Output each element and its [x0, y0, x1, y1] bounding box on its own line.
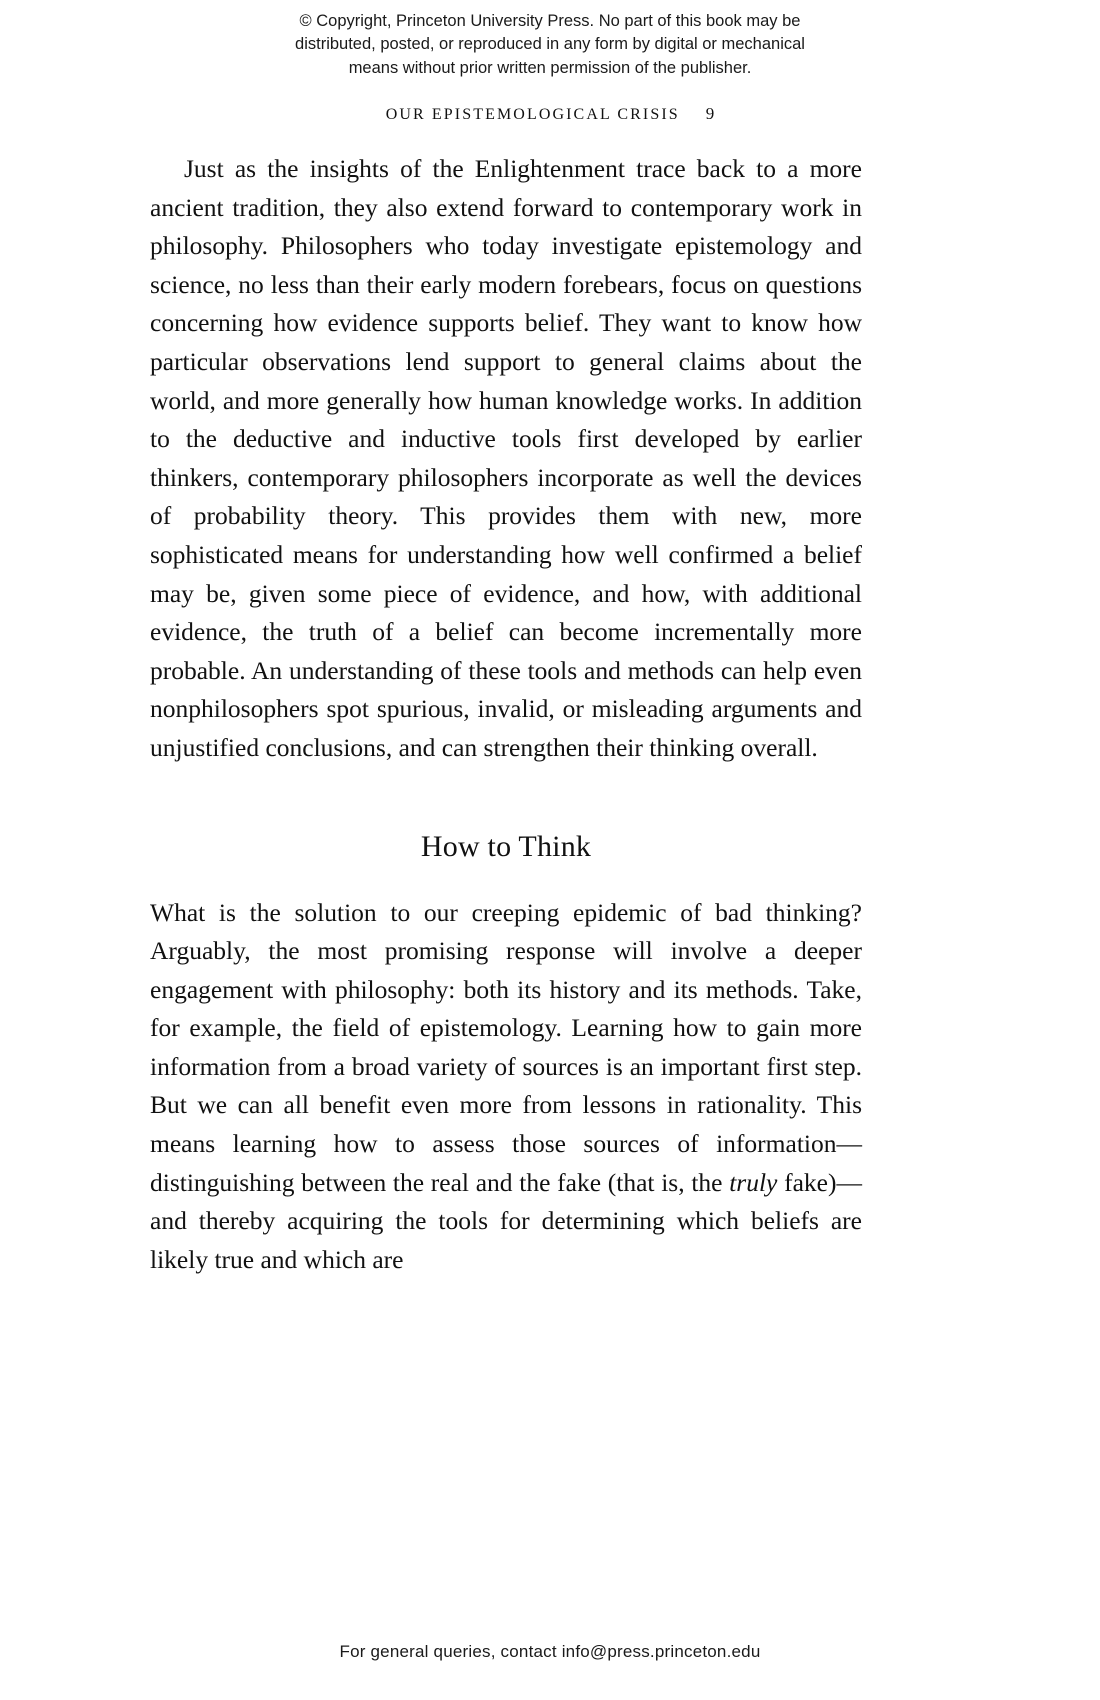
running-head: [0, 104, 1100, 124]
footer-note: For general queries, contact info@press.princeton.edu: [339, 1642, 761, 1661]
running-head-title: OUR EPISTEMOLOGICAL CRISIS: [385, 106, 680, 123]
paragraph-2-part-2: fake)—and thereby acquiring the tools for determining which beliefs are likely true and which are: [150, 1167, 862, 1274]
page-number: 9: [705, 104, 715, 123]
text-column: [150, 150, 862, 1279]
copyright-line-2: distributed, posted, or reproduced in any form by digital or mechanical: [295, 35, 805, 54]
copyright-notice: [0, 10, 1100, 80]
paragraph-2-part-1: What is the solution to our creeping epidemic of bad thinking? Arguably, the most promising response will involve a deeper engagement with philosophy: both its history and its methods. Take, for example, the field of epistemology. Learning how to gain more information from a broad variety of sources is an important first step. But we can all benefit even more from lessons in rationality. This means learning how to assess those sources of information—distinguishing between the real and the fake (that is, the: [150, 897, 862, 1197]
copyright-line-1: © Copyright, Princeton University Press. No part of this book may be: [299, 12, 801, 30]
section-heading: How to Think: [420, 829, 592, 863]
paragraph-1: Just as the insights of the Enlightenment trace back to a more ancient tradition, they also extend forward to contemporary work in philosophy. Philosophers who today investigate epistemology and science, no less than their early modern forebears, focus on questions concerning how evidence supports belief. They want to know how particular observations lend support to general claims about the world, and more generally how human knowledge works. In addition to the deductive and inductive tools first developed by earlier thinkers, contemporary philosophers incorporate as well the devices of probability theory. This provides them with new, more sophisticated means for understanding how well confirmed a belief may be, given some piece of evidence, and how, with additional evidence, the truth of a belief can become incrementally more probable. An understanding of these tools and methods can help even nonphilosophers spot spurious, invalid, or misleading arguments and unjustified conclusions, and can strengthen their thinking overall.: [150, 154, 862, 762]
copyright-line-3: means without prior written permission of the publisher.: [348, 58, 752, 77]
paragraph-2: [150, 894, 862, 1280]
paragraph-2-emphasis: truly: [729, 1167, 778, 1197]
